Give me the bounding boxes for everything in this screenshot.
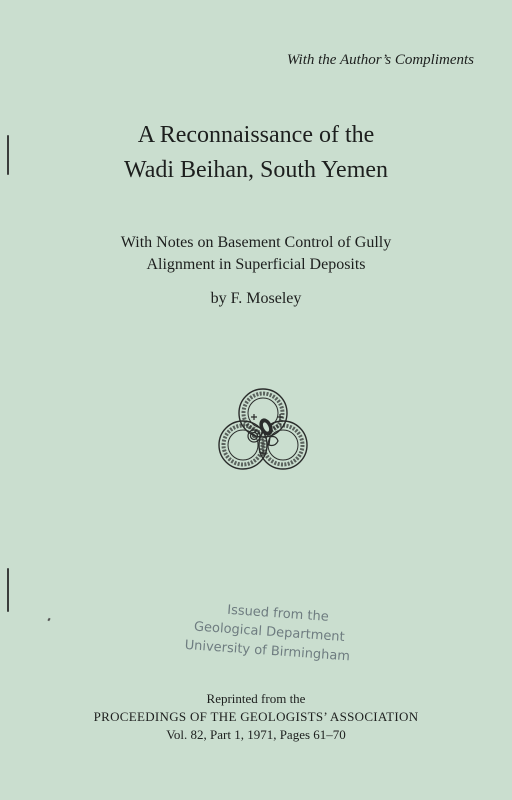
geologists-association-seal-icon [213,383,313,483]
staple-bottom [7,568,9,612]
stamp-line-1: Issued from the [226,602,330,625]
ink-speck [47,618,50,622]
author-compliments: With the Author’s Compliments [286,52,474,68]
document-title [0,118,512,188]
seal-graphic [213,383,313,483]
document-subtitle [0,232,512,276]
library-stamp [184,598,387,669]
subtitle-line-2: Alignment in Superficial Deposits [146,256,366,273]
document-author: by F. Moseley [210,290,302,307]
journal-name: PROCEEDINGS OF THE GEOLOGISTS’ ASSOCIATION [93,709,419,724]
stamp-line-2: Geological Department [193,619,346,646]
stamp-line-3: University of Birmingham [184,637,351,665]
reprint-info [0,690,512,744]
title-line-2: Wadi Beihan, South Yemen [123,157,389,183]
title-line-1: A Reconnaissance of the [137,122,375,148]
reprint-line: Reprinted from the [206,691,306,706]
volume-details: Vol. 82, Part 1, 1971, Pages 61–70 [166,727,346,742]
subtitle-line-1: With Notes on Basement Control of Gully [120,234,392,251]
